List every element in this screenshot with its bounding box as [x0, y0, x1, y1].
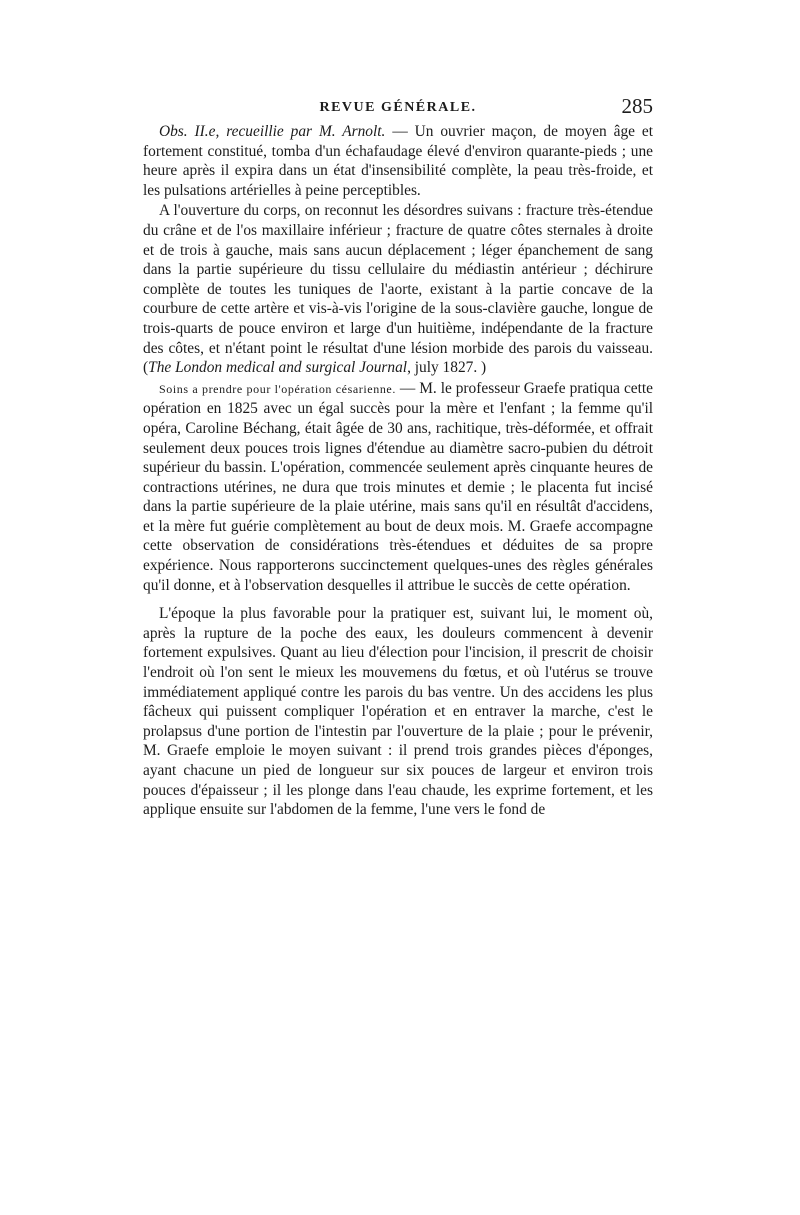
paragraph-cesarean — [143, 379, 653, 596]
paragraph-timing — [143, 604, 653, 820]
paragraph-obs-arnolt — [143, 122, 653, 200]
paragraph-autopsy — [143, 201, 653, 377]
paragraph-text: — Un ouvrier maçon, de moyen âge et fortement constitué, tomba d'un échafaudage élevé d'environ quarante-pieds ; une heure après il expira dans un état d'insensibilité complète, la peau très-froide, et les pulsations artérielles à peine perceptibles. — [143, 123, 654, 199]
journal-citation: The London medical and surgical Journal — [148, 359, 408, 377]
running-head — [143, 96, 653, 122]
section-heading: Soins a prendre pour l'opération césarienne. — [159, 381, 396, 396]
page-number: 285 — [621, 94, 653, 118]
paragraph-text: L'époque la plus favorable pour la pratiquer est, suivant lui, le moment où, après la rupture de la poche des eaux, les douleurs commencent à devenir fortement expulsives. Quant au lieu d'élection pour l'incision, il prescrit de choisir l'endroit où l'on sent le mieux les mouvemens du fœtus, et où l'utérus se trouve immédiatement appliqué contre les parois du bas ventre. Un des accidens les plus fâcheux qui puissent compliquer l'opération et en entraver la marche, c'est le prolapsus d'une portion de l'intestin par l'ouverture de la plaie ; pour le prévenir, M. Graefe emploie le moyen suivant : il prend trois grandes pièces d'éponges, ayant chacune un pied de longueur sur six pouces de largeur et environ trois pouces d'épaisseur ; il les plonge dans l'eau chaude, les exprime fortement, et les applique ensuite sur l'abdomen de la femme, l'une vers le fond de — [143, 605, 653, 819]
paragraph-text: A l'ouverture du corps, on reconnut les désordres suivans : fracture très-étendue du crâne et de l'os maxillaire inférieur ; fracture de quatre côtes sternales à droite et de trois à gauche, mais sans aucun déplacement ; léger épanchement de sang dans la partie supérieure du tissu cellulaire du médiastin antérieur ; déchirure complète de toutes les tuniques de l'aorte, existant à la partie concave de la courbure de cette artère et vis-à-vis l'origine de la sous-clavière gauche, longue de trois-quarts de pouce environ et large d'un huitième, indépendante de la fracture des côtes, et n'étant point le résultat d'une lésion morbide des parois du vaisseau. ( — [143, 202, 653, 377]
paragraph-text: — M. le professeur Graefe pratiqua cette opération en 1825 avec un égal succès pour la mère et l'enfant ; la femme qu'il opéra, Caroline Béchang, était âgée de 30 ans, rachitique, très-déformée, et offrait seulement deux pouces trois lignes d'étendue au diamètre sacro-pubien du détroit supérieur du bassin. L'opération, commencée seulement après cinquante heures de contractions utérines, ne dura que trois minutes et demie ; le placenta fut incisé dans la partie supérieure de la plaie utérine, mais sans qu'il en résultât d'accidens, et la mère fut guérie complètement au bout de deux mois. M. Graefe accompagne cette observation de considérations très-étendues et déduites de sa propre expérience. Nous rapporterons succinctement quelques-unes des règles générales qu'il donne, et à l'observation desquelles il attribue le succès de cette opération. — [143, 379, 653, 594]
book-page — [143, 96, 653, 820]
citation-date: , july 1827. ) — [407, 359, 487, 377]
observation-lead: Obs. II.e, recueillie par M. Arnolt. — [159, 123, 386, 140]
running-title: REVUE GÉNÉRALE. — [319, 100, 477, 115]
